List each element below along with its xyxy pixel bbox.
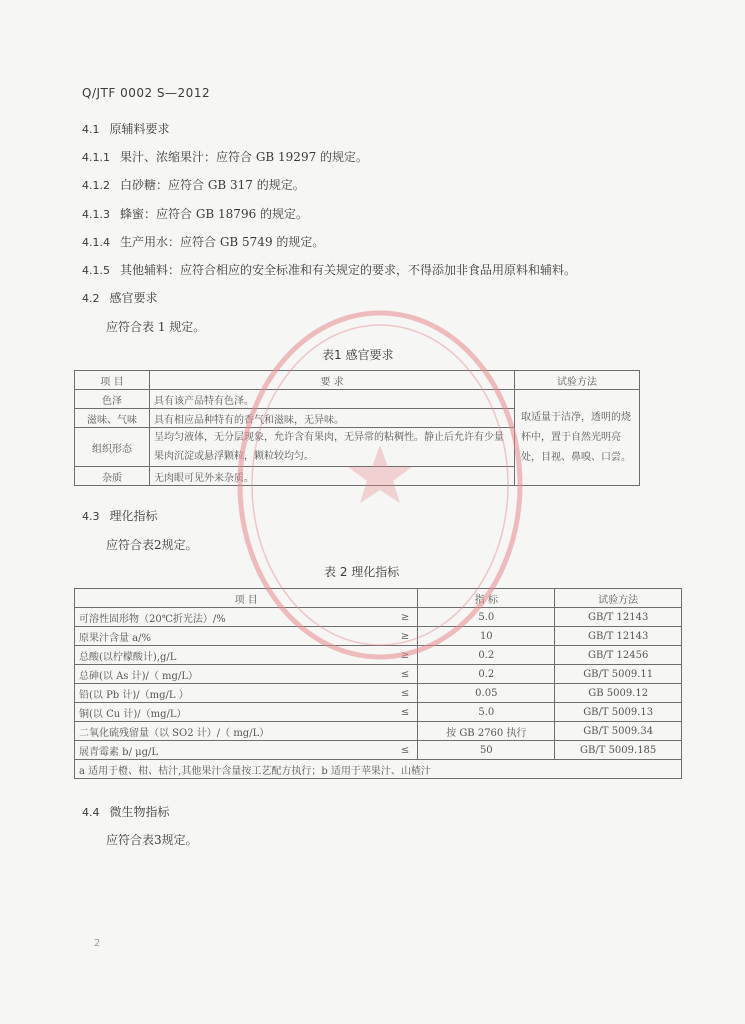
cell-value: 0.05 [418, 684, 555, 703]
paragraph-table1-ref: 应符合表 1 规定。 [106, 320, 206, 334]
cell-value: 0.2 [418, 665, 555, 684]
section-4-3 [82, 507, 158, 524]
section-number: 4.2 [82, 292, 100, 305]
cell-value: 按 GB 2760 执行 [418, 722, 555, 741]
section-title: 原辅料要求 [109, 122, 170, 136]
section-number: 4.3 [82, 510, 100, 523]
table-row [75, 741, 682, 760]
column-header: 试验方法 [555, 589, 682, 608]
column-header: 指 标 [418, 589, 555, 608]
cell-value: 5.0 [418, 703, 555, 722]
section-text: 生产用水：应符合 GB 5749 的规定。 [120, 235, 325, 249]
section-4-2 [82, 289, 158, 306]
table-header-row [75, 589, 682, 608]
section-text: 蜂蜜：应符合 GB 18796 的规定。 [120, 207, 309, 221]
cell-operator: ≤ [375, 665, 418, 684]
table-footnote: a 适用于橙、柑、桔汁,其他果汁含量按工艺配方执行；b 适用于苹果汁、山楂汁 [75, 760, 682, 779]
table-row [75, 646, 682, 665]
standard-number-header: Q/JTF 0002 S—2012 [82, 86, 211, 100]
cell-item: 铅(以 Pb 计)/（mg/L ） [75, 684, 376, 703]
cell-operator: ≥ [375, 608, 418, 627]
section-4-1 [82, 120, 170, 137]
section-text: 其他辅料：应符合相应的安全标准和有关规定的要求，不得添加非食品用原料和辅料。 [120, 263, 577, 277]
table-note-row [75, 760, 682, 779]
section-title: 微生物指标 [109, 805, 170, 819]
cell-item: 展青霉素 b/ μg/L [75, 741, 376, 760]
cell-method: GB 5009.12 [555, 684, 682, 703]
section-text: 果汁、浓缩果汁：应符合 GB 19297 的规定。 [120, 150, 369, 164]
cell-requirement: 呈均匀液体，无分层现象，允许含有果肉，无异常的粘稠性。静止后允许有少量果肉沉淀或悬浮颗粒，颗粒较均匀。 [150, 428, 515, 467]
cell-item: 色泽 [75, 390, 150, 409]
cell-requirement: 无肉眼可见外来杂质。 [150, 467, 515, 486]
cell-value: 50 [418, 741, 555, 760]
page-number: 2 [94, 938, 101, 949]
cell-method: GB/T 12456 [555, 646, 682, 665]
cell-item: 原果汁含量 a/% [75, 627, 376, 646]
section-title: 感官要求 [109, 291, 158, 305]
cell-item: 铜(以 Cu 计)/（mg/L） [75, 703, 376, 722]
table-row [75, 722, 682, 741]
cell-operator: ≥ [375, 646, 418, 665]
section-4-1-1 [82, 148, 368, 165]
table-header-row [75, 371, 640, 390]
section-number: 4.1 [82, 123, 100, 136]
section-title: 理化指标 [109, 509, 158, 523]
table2-caption: 表 2 理化指标 [324, 565, 400, 579]
section-number: 4.4 [82, 806, 100, 819]
cell-method: GB/T 12143 [555, 627, 682, 646]
section-number: 4.1.1 [82, 151, 110, 164]
cell-operator [375, 722, 418, 741]
cell-operator: ≤ [375, 741, 418, 760]
paragraph-table2-ref: 应符合表2规定。 [106, 538, 198, 552]
table1-caption: 表1 感官要求 [322, 348, 394, 362]
column-header: 要 求 [150, 371, 515, 390]
section-4-1-4 [82, 233, 324, 250]
cell-operator: ≥ [375, 627, 418, 646]
cell-value: 0.2 [418, 646, 555, 665]
cell-method: GB/T 5009.185 [555, 741, 682, 760]
cell-requirement: 具有该产品特有色泽。 [150, 390, 515, 409]
table-row [75, 684, 682, 703]
paragraph-table3-ref: 应符合表3规定。 [106, 833, 198, 847]
section-4-1-5 [82, 261, 576, 278]
sensory-requirements-table [74, 370, 640, 486]
cell-value: 10 [418, 627, 555, 646]
column-header: 试验方法 [515, 371, 640, 390]
section-number: 4.1.3 [82, 208, 110, 221]
cell-requirement: 具有相应品种特有的香气和滋味，无异味。 [150, 409, 515, 428]
cell-method: GB/T 5009.13 [555, 703, 682, 722]
column-header: 项 目 [75, 589, 418, 608]
cell-item: 总砷(以 As 计)/（ mg/L） [75, 665, 376, 684]
section-4-1-2 [82, 176, 305, 193]
cell-test-method: 取适量于洁净，透明的烧杯中，置于自然光明亮处，目视、鼻嗅、口尝。 [515, 390, 640, 486]
physicochemical-table [74, 588, 682, 779]
section-text: 白砂糖：应符合 GB 317 的规定。 [120, 178, 305, 192]
cell-operator: ≤ [375, 703, 418, 722]
table-row [75, 703, 682, 722]
cell-item: 可溶性固形物（20℃折光法）/% [75, 608, 376, 627]
cell-method: GB/T 5009.34 [555, 722, 682, 741]
cell-item: 杂质 [75, 467, 150, 486]
section-4-1-3 [82, 205, 308, 222]
cell-method: GB/T 5009.11 [555, 665, 682, 684]
column-header: 项 目 [75, 371, 150, 390]
table-row [75, 665, 682, 684]
section-number: 4.1.5 [82, 264, 110, 277]
section-4-4 [82, 803, 170, 820]
section-number: 4.1.4 [82, 236, 110, 249]
cell-operator: ≤ [375, 684, 418, 703]
section-number: 4.1.2 [82, 179, 110, 192]
cell-value: 5.0 [418, 608, 555, 627]
cell-item: 二氧化硫残留量（以 SO2 计）/（ mg/L） [75, 722, 376, 741]
cell-method: GB/T 12143 [555, 608, 682, 627]
cell-item: 组织形态 [75, 428, 150, 467]
cell-item: 总酸(以柠檬酸计),g/L [75, 646, 376, 665]
cell-item: 滋味、气味 [75, 409, 150, 428]
table-row [75, 608, 682, 627]
table-row [75, 390, 640, 409]
table-row [75, 627, 682, 646]
